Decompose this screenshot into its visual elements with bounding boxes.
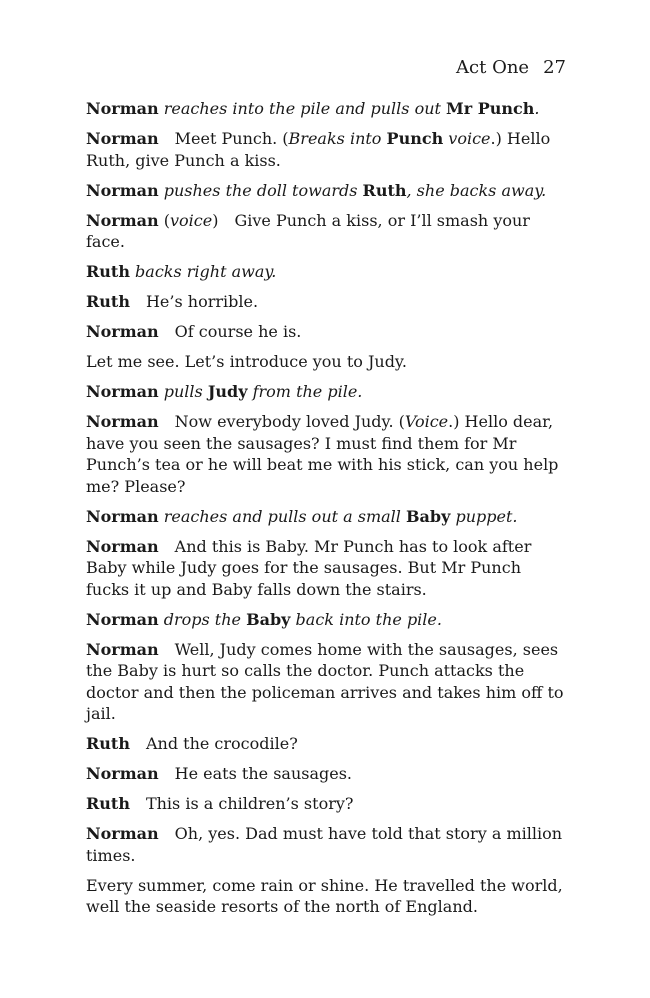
dialogue-line [86, 411, 568, 497]
direction-text: reaches into the pile and pulls out [158, 99, 447, 118]
speaker-name: Ruth [86, 734, 130, 753]
speaker-name: Norman [86, 322, 159, 341]
character-name: Norman [86, 506, 159, 526]
dialogue-line [86, 733, 568, 755]
script-body [86, 98, 568, 926]
spoken-text: Oh, yes. Dad must have told that story a million times. [86, 824, 563, 865]
prose-paragraph [86, 875, 568, 918]
direction-text: . [534, 99, 540, 118]
speaker-direction: voice [169, 210, 213, 230]
speaker-name: Norman [86, 764, 159, 783]
direction-text: backs right away. [129, 262, 277, 281]
speaker-direction: ( [158, 210, 170, 230]
spoken-text: Well, Judy comes home with the sausages, sees the Baby is hurt so calls the doctor. Punch attacks the doctor and then the policeman arrives and takes him off to jail. [86, 639, 564, 723]
spoken-text: Every summer, come rain or shine. He travelled the world, well the seaside resorts of the north of England. [86, 875, 563, 916]
spoken-text: Give Punch a kiss, or I’ll smash your face. [86, 210, 530, 251]
character-name: Norman [86, 609, 159, 629]
dialogue-line [86, 763, 568, 785]
stage-direction [86, 381, 568, 403]
dialogue-line [86, 536, 568, 601]
dialogue-line [86, 639, 568, 725]
direction-text: back into the pile. [290, 609, 442, 629]
speaker-name: Norman [86, 639, 159, 659]
running-header [456, 58, 566, 78]
page-number: 27 [543, 57, 566, 78]
speaker-name: Ruth [86, 794, 130, 813]
prose-paragraph [86, 351, 568, 373]
stage-direction [86, 609, 568, 631]
stage-direction [86, 180, 568, 202]
spoken-text: Let me see. Let’s introduce you to Judy. [86, 352, 407, 371]
direction-text: voice [443, 129, 491, 148]
direction-text: drops the [158, 609, 247, 629]
spoken-text: And the crocodile? [145, 734, 298, 753]
character-name: Baby [406, 506, 451, 526]
stage-direction [86, 261, 568, 283]
character-name: Ruth [86, 262, 130, 281]
spoken-text: This is a children’s story? [145, 794, 354, 813]
direction-text: pushes the doll towards [158, 180, 363, 200]
stage-direction [86, 506, 568, 528]
direction-text: Breaks into [288, 129, 387, 148]
direction-text: pulls [158, 382, 208, 401]
speaker-name: Norman [86, 210, 159, 230]
direction-text: Voice [404, 412, 449, 431]
dialogue-line [86, 321, 568, 343]
dialogue-line [86, 128, 568, 171]
spoken-text: Now everybody loved Judy. ( [174, 412, 405, 431]
dialogue-line [86, 210, 568, 253]
spoken-text: .) Hello Ruth, give Punch a kiss. [86, 129, 551, 170]
spoken-text: He’s horrible. [145, 292, 259, 311]
character-name: Punch [386, 129, 444, 148]
character-name: Baby [246, 609, 291, 629]
direction-text: from the pile. [247, 382, 363, 401]
character-name: Norman [86, 99, 159, 118]
speaker-name: Norman [86, 824, 159, 843]
spoken-text: .) Hello dear, have you seen the sausages? I must find them for Mr Punch’s tea or he will beat me with his stick, can you help me? Please? [86, 412, 559, 496]
direction-text: reaches and pulls out a small [158, 506, 406, 526]
speaker-name: Norman [86, 412, 159, 431]
character-name: Mr Punch [446, 99, 535, 118]
dialogue-line [86, 823, 568, 866]
character-name: Judy [207, 382, 248, 401]
speaker-name: Norman [86, 129, 159, 148]
character-name: Ruth [362, 180, 407, 200]
speaker-direction: ) [212, 210, 219, 230]
stage-direction [86, 98, 568, 120]
spoken-text: Of course he is. [174, 322, 302, 341]
dialogue-line [86, 793, 568, 815]
character-name: Norman [86, 180, 159, 200]
direction-text: puppet. [450, 506, 518, 526]
dialogue-line [86, 291, 568, 313]
speaker-name: Ruth [86, 292, 130, 311]
section-title: Act One [456, 57, 530, 78]
character-name: Norman [86, 382, 159, 401]
spoken-text: He eats the sausages. [174, 764, 352, 783]
spoken-text: And this is Baby. Mr Punch has to look after Baby while Judy goes for the sausages. But Mr Punch fucks it up and Baby falls down the stairs. [86, 536, 532, 599]
spoken-text: Meet Punch. ( [174, 129, 289, 148]
direction-text: , she backs away. [406, 180, 547, 200]
speaker-name: Norman [86, 536, 159, 556]
